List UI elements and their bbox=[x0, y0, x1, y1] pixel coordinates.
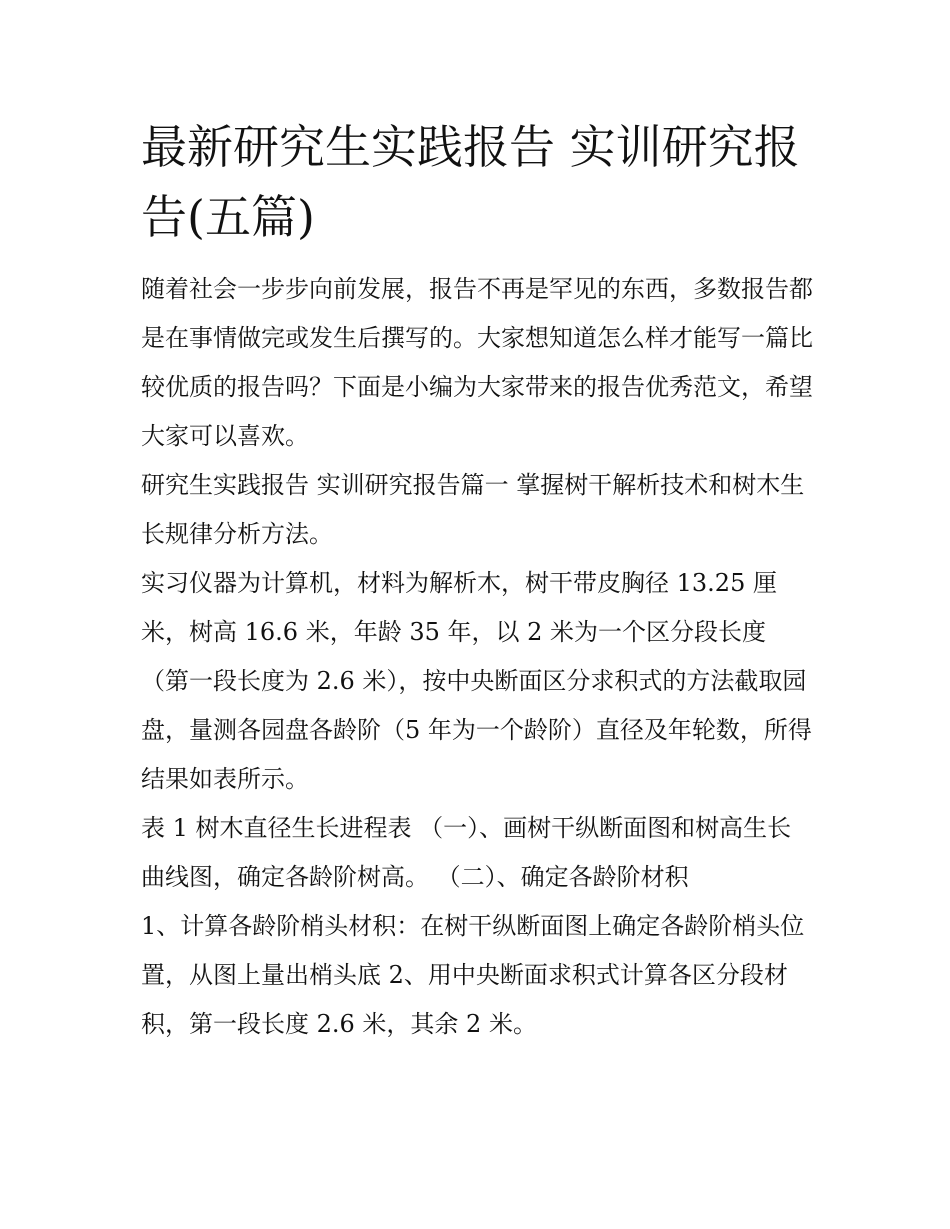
document-body bbox=[141, 112, 813, 1049]
document-title: 最新研究生实践报告 实训研究报告(五篇) bbox=[141, 120, 800, 244]
paragraph-purpose: 研究生实践报告 实训研究报告篇一 掌握树干解析技术和树木生长规律分析方法。 bbox=[141, 471, 805, 548]
paragraph-calculation: 1、计算各龄阶梢头材积：在树干纵断面图上确定各龄阶梢头位置，从图上量出梢头底 2、用中央断面求积式计算各区分段材积，第一段长度 2.6 米，其余 2 米。 bbox=[141, 912, 805, 1038]
paragraph-intro: 随着社会一步步向前发展，报告不再是罕见的东西，多数报告都是在事情做完或发生后撰写的。大家想知道怎么样才能写一篇比较优质的报告吗？下面是小编为大家带来的报告优秀范文，希望大家可以喜欢。 bbox=[141, 275, 813, 450]
paragraph-materials: 实习仪器为计算机，材料为解析木，树干带皮胸径 13.25 厘米，树高 16.6 米，年龄 35 年，以 2 米为一个区分段长度（第一段长度为 2.6 米），按中央断面区分求积式的方法截取园盘，量测各园盘各龄阶（5 年为一个龄阶）直径及年轮数，所得结果如表所示。 bbox=[141, 569, 812, 793]
paragraph-table-steps: 表 1 树木直径生长进程表 （一）、画树干纵断面图和树高生长曲线图，确定各龄阶树高。 （二）、确定各龄阶材积 bbox=[141, 814, 792, 891]
